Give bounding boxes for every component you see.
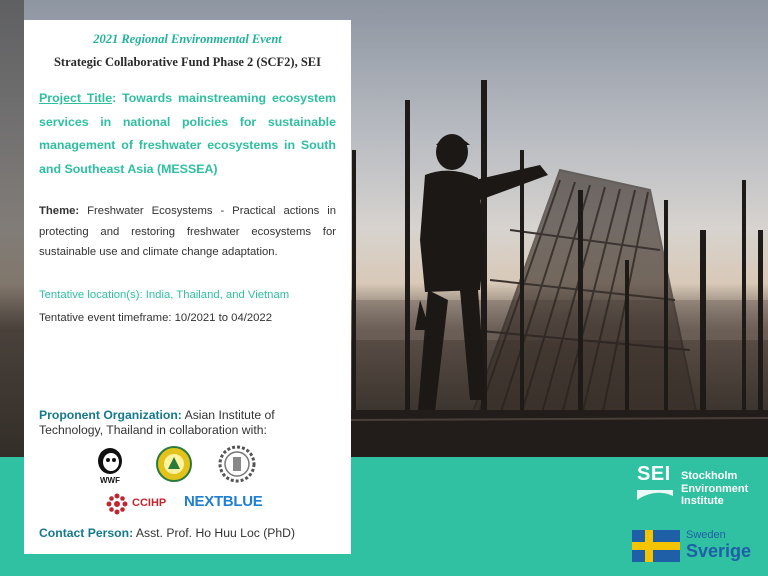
contact-label: Contact Person:: [39, 526, 134, 540]
event-subtitle: Strategic Collaborative Fund Phase 2 (SCF2), SEI: [53, 55, 321, 69]
partner-emblem-yellow: [157, 447, 191, 481]
wwf-logo: [98, 448, 122, 485]
sei-name-line2: Environment: [681, 482, 749, 495]
contact-person: [39, 526, 339, 540]
partner-logos-row: [94, 445, 264, 485]
sei-mark: [637, 463, 677, 511]
project-title-separator: :: [112, 91, 117, 105]
proponent-text: Asian Institute of Technology, Thailand in collaboration with:: [39, 408, 275, 437]
theme: [39, 201, 336, 263]
project-title-text: Towards mainstreaming ecosystem services in national policies for sustainable management of freshwater ecosystems in South and Southeast Asia (MESSEA): [39, 91, 336, 176]
theme-text: Freshwater Ecosystems - Practical actions in protecting and restoring freshwater ecosystems for sustainable use and climate change adaptation.: [39, 205, 336, 258]
theme-label: Theme:: [39, 205, 80, 217]
sverige-label: Sverige: [686, 541, 752, 561]
wwf-logo-text: WWF: [100, 476, 120, 485]
partner-emblem-gear: [220, 447, 254, 481]
sei-name-line3: Institute: [681, 495, 724, 507]
tentative-location: Tentative location(s): India, Thailand, and Vietnam: [39, 289, 290, 301]
cciph-logo-text: CCIHP: [132, 497, 167, 509]
proponent-label: Proponent Organization:: [39, 408, 182, 422]
sei-mark-text: SEI: [637, 463, 671, 485]
info-card: [24, 20, 351, 554]
event-title: 2021 Regional Environmental Event: [93, 32, 282, 46]
sei-logo: [637, 463, 767, 516]
swedish-flag-icon: [632, 530, 680, 562]
partner-logos-row-2: [104, 493, 263, 515]
sweden-label: Sweden: [686, 529, 726, 541]
tentative-timeframe: Tentative event timeframe: 10/2021 to 04/2022: [39, 312, 272, 324]
contact-text: Asst. Prof. Ho Huu Loc (PhD): [133, 526, 296, 540]
proponent-organization: [39, 408, 339, 437]
nextblue-logo-text: NEXTBLUE: [184, 493, 263, 510]
project-title-label: Project Title: [39, 91, 113, 105]
sei-wave-icon: [637, 466, 677, 511]
sweden-sverige-logo: [632, 530, 762, 570]
cciph-flower-icon: [104, 493, 130, 515]
project-title: [39, 87, 336, 181]
sei-name: [681, 470, 748, 508]
sei-name-line1: Stockholm: [681, 470, 738, 482]
